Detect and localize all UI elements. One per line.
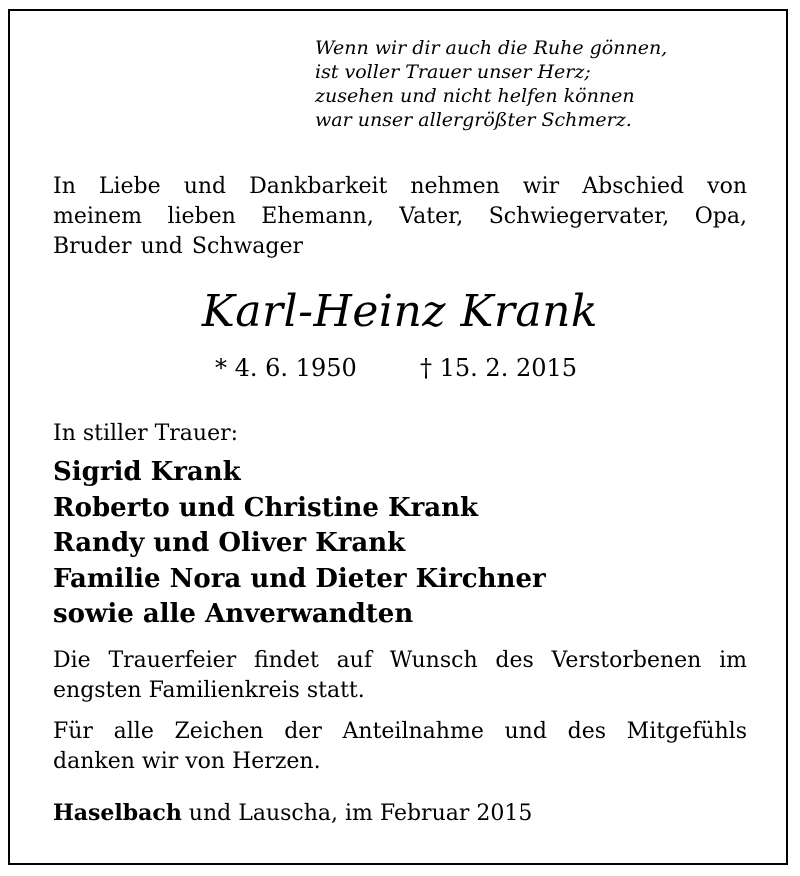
thanks-line: danken wir von Herzen. xyxy=(53,749,321,774)
poem-verse xyxy=(315,36,755,132)
intro-line: meinem lieben Ehemann, Vater, Schwiegervater, Opa, xyxy=(53,204,747,229)
death-date: † 15. 2. 2015 xyxy=(420,354,578,382)
family-member: Sigrid Krank xyxy=(53,457,241,487)
family-member: Roberto und Christine Krank xyxy=(53,492,479,523)
family-list xyxy=(53,455,546,633)
poem-line: war unser allergrößter Schmerz. xyxy=(315,109,632,131)
deceased-name: Karl-Heinz Krank xyxy=(201,286,599,337)
poem-line: ist voller Trauer unser Herz; xyxy=(315,61,591,83)
thanks-text xyxy=(53,717,747,777)
poem-line: zusehen und nicht helfen können xyxy=(315,85,635,107)
life-dates xyxy=(0,350,800,386)
closing-place: Haselbach xyxy=(53,800,182,826)
funeral-notice-line: Die Trauerfeier findet auf Wunsch des Verstorbenen im xyxy=(53,648,747,673)
closing-line xyxy=(53,798,532,829)
intro-text xyxy=(53,172,747,262)
closing-rest: und Lauscha, im Februar 2015 xyxy=(181,801,533,826)
thanks-line: Für alle Zeichen der Anteilnahme und des Mitgefühls xyxy=(53,719,747,744)
poem-line: Wenn wir dir auch die Ruhe gönnen, xyxy=(315,37,668,59)
intro-line: Bruder und Schwager xyxy=(53,234,304,259)
mourning-label: In stiller Trauer: xyxy=(53,421,239,446)
funeral-notice-line: engsten Familienkreis statt. xyxy=(53,678,365,703)
funeral-notice xyxy=(53,646,747,706)
family-member: Randy und Oliver Krank xyxy=(53,528,406,558)
birth-date: * 4. 6. 1950 xyxy=(215,354,357,382)
intro-line: In Liebe und Dankbarkeit nehmen wir Abschied von xyxy=(53,174,747,199)
family-member: Familie Nora und Dieter Kirchner xyxy=(53,563,546,594)
family-member: sowie alle Anverwandten xyxy=(53,599,414,629)
